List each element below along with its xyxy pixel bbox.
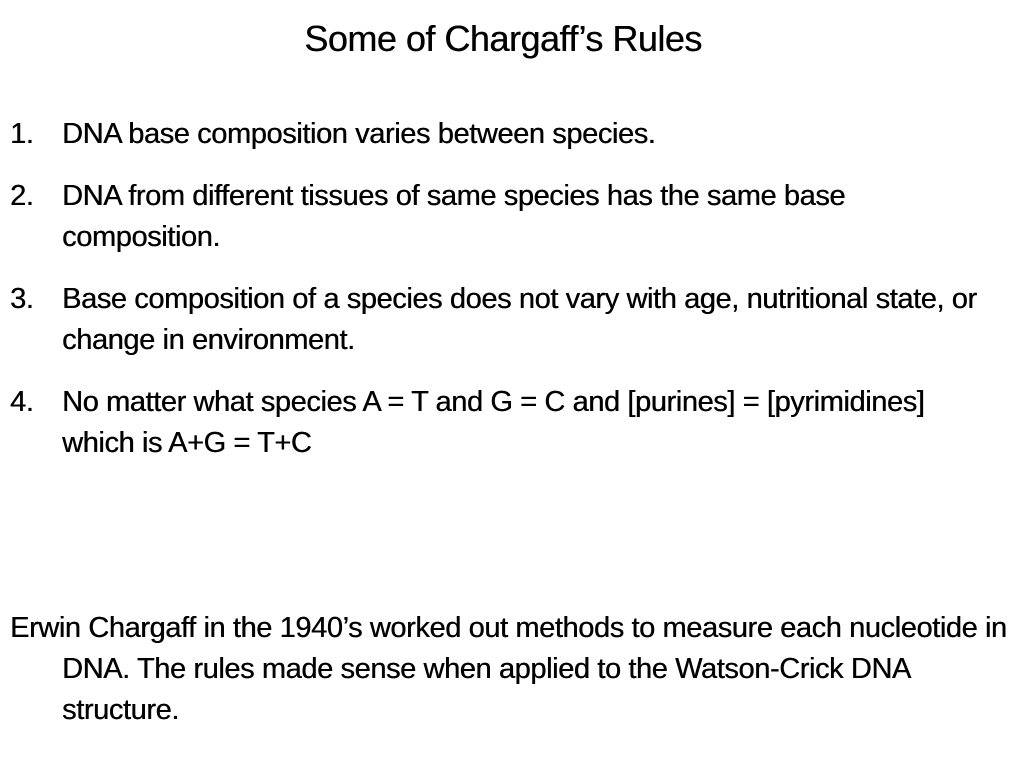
rule-text: Base composition of a species does not vary with age, nutritional state, or change in environment.	[62, 283, 977, 356]
rule-number: 2.	[10, 180, 34, 212]
rules-list	[10, 114, 1000, 485]
rule-item-1	[10, 114, 1000, 155]
slide-title: Some of Chargaff’s Rules	[304, 18, 702, 59]
rule-item-3	[10, 279, 1000, 361]
rule-text: DNA base composition varies between species.	[62, 118, 656, 150]
rule-text: DNA from different tissues of same species has the same base composition.	[62, 180, 846, 253]
rule-number: 3.	[10, 283, 34, 315]
rule-number: 1.	[10, 118, 34, 150]
rule-item-4	[10, 382, 1000, 464]
rule-number: 4.	[10, 386, 34, 418]
rule-item-2	[10, 176, 1000, 258]
rule-text: No matter what species A = T and G = C and [purines] = [pyrimidines] which is A+G = T+C	[62, 386, 925, 459]
historical-note: Erwin Chargaff in the 1940’s worked out methods to measure each nucleotide in DNA. The rules made sense when applied to the Watson-Crick DNA structure.	[10, 612, 1007, 726]
